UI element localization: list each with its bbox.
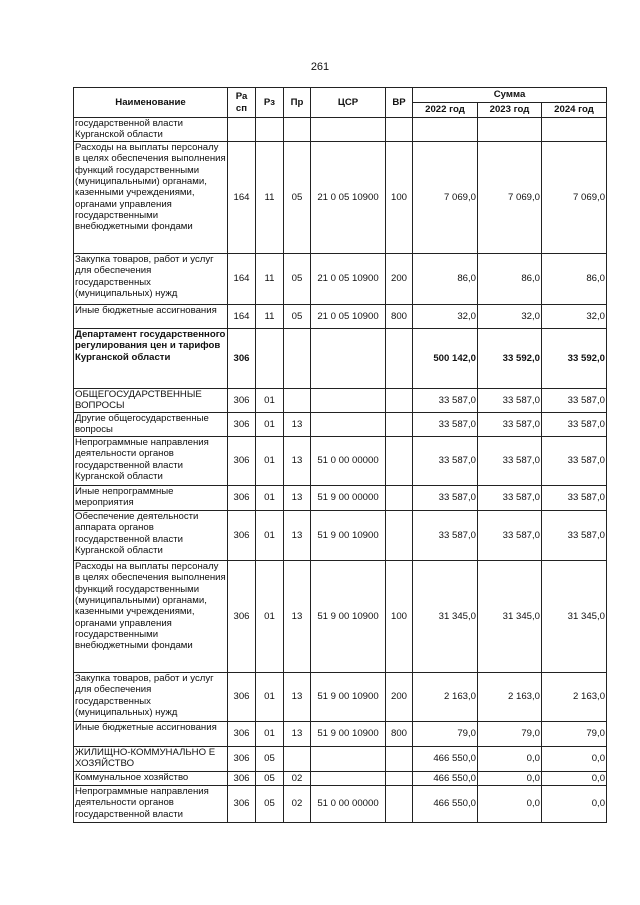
col-header-vr: ВР [386,88,413,118]
cell-vr [386,389,413,413]
cell-2023: 79,0 [478,722,542,747]
cell-rasp: 306 [228,786,256,823]
cell-csr [311,747,386,772]
cell-2022: 500 142,0 [413,329,478,389]
cell-rz: 11 [256,305,284,329]
cell-pr: 02 [284,786,311,823]
cell-2024: 2 163,0 [542,673,607,722]
cell-2023: 33 587,0 [478,486,542,511]
cell-2023: 33 592,0 [478,329,542,389]
cell-vr [386,786,413,823]
cell-2022: 33 587,0 [413,511,478,561]
cell-pr: 02 [284,772,311,786]
cell-vr [386,413,413,437]
cell-2024: 31 345,0 [542,561,607,673]
cell-csr: 51 9 00 10900 [311,511,386,561]
table-row [74,254,607,305]
cell-rz: 01 [256,389,284,413]
cell-vr: 800 [386,305,413,329]
cell-vr [386,437,413,486]
cell-rz: 01 [256,673,284,722]
cell-csr [311,118,386,142]
cell-pr: 13 [284,561,311,673]
cell-csr: 51 9 00 10900 [311,722,386,747]
cell-2022: 2 163,0 [413,673,478,722]
cell-2022: 33 587,0 [413,486,478,511]
cell-csr: 51 9 00 10900 [311,561,386,673]
table-row [74,389,607,413]
cell-2024: 33 587,0 [542,486,607,511]
cell-rasp: 164 [228,305,256,329]
cell-2022: 466 550,0 [413,772,478,786]
col-header-rz: Рз [256,88,284,118]
cell-rz: 01 [256,413,284,437]
cell-rz: 01 [256,511,284,561]
cell-rz: 11 [256,142,284,254]
cell-csr: 21 0 05 10900 [311,305,386,329]
cell-csr [311,329,386,389]
cell-pr [284,329,311,389]
cell-pr [284,118,311,142]
cell-csr: 51 9 00 10900 [311,673,386,722]
cell-pr [284,389,311,413]
col-header-pr: Пр [284,88,311,118]
cell-rasp: 164 [228,142,256,254]
cell-2024 [542,118,607,142]
cell-2024: 33 592,0 [542,329,607,389]
cell-2023: 33 587,0 [478,511,542,561]
cell-2023: 0,0 [478,772,542,786]
cell-pr: 13 [284,722,311,747]
cell-csr [311,389,386,413]
cell-2022: 466 550,0 [413,786,478,823]
cell-rasp: 306 [228,389,256,413]
cell-2022: 33 587,0 [413,437,478,486]
cell-rz: 11 [256,254,284,305]
cell-vr [386,511,413,561]
cell-csr: 21 0 05 10900 [311,254,386,305]
table-row [74,305,607,329]
cell-csr: 21 0 05 10900 [311,142,386,254]
cell-2024: 0,0 [542,772,607,786]
cell-2024: 86,0 [542,254,607,305]
table-row [74,413,607,437]
cell-vr [386,329,413,389]
cell-2024: 33 587,0 [542,511,607,561]
cell-pr [284,747,311,772]
cell-2022: 79,0 [413,722,478,747]
cell-2023: 31 345,0 [478,561,542,673]
cell-vr: 800 [386,722,413,747]
cell-2023 [478,118,542,142]
cell-2023: 2 163,0 [478,673,542,722]
cell-2024: 33 587,0 [542,413,607,437]
col-header-rasp: Ра сп [228,88,256,118]
cell-pr: 05 [284,254,311,305]
cell-2022: 7 069,0 [413,142,478,254]
table-row [74,118,607,142]
cell-vr [386,118,413,142]
cell-2022: 31 345,0 [413,561,478,673]
cell-name: Расходы на выплаты персоналу в целях обеспечения выполнения функций государственными (муниципальными) органами, казенными учреждениями, органами управления государственными внебюджетными фондами [74,142,228,254]
cell-pr: 05 [284,305,311,329]
cell-2024: 7 069,0 [542,142,607,254]
cell-2023: 7 069,0 [478,142,542,254]
cell-2023: 0,0 [478,786,542,823]
cell-2024: 33 587,0 [542,389,607,413]
table-row [74,786,607,823]
cell-name: ЖИЛИЩНО-КОММУНАЛЬНО Е ХОЗЯЙСТВО [74,747,228,772]
cell-name: Закупка товаров, работ и услуг для обеспечения государственных (муниципальных) нужд [74,673,228,722]
cell-rasp: 306 [228,413,256,437]
col-header-2023: 2023 год [478,103,542,118]
cell-rz: 01 [256,561,284,673]
table-row [74,772,607,786]
table-row [74,673,607,722]
table-row [74,561,607,673]
col-header-name: Наименование [74,88,228,118]
cell-2023: 32,0 [478,305,542,329]
cell-vr: 100 [386,561,413,673]
cell-rasp: 306 [228,722,256,747]
cell-vr [386,772,413,786]
table-row [74,329,607,389]
cell-vr: 200 [386,254,413,305]
cell-name: Обеспечение деятельности аппарата органов государственной власти Курганской области [74,511,228,561]
cell-rasp [228,118,256,142]
cell-name: Коммунальное хозяйство [74,772,228,786]
cell-2022: 466 550,0 [413,747,478,772]
cell-rasp: 306 [228,329,256,389]
cell-2024: 79,0 [542,722,607,747]
cell-name: Иные бюджетные ассигнования [74,722,228,747]
table-header [74,88,607,118]
cell-csr: 51 0 00 00000 [311,437,386,486]
cell-pr: 13 [284,486,311,511]
table-row [74,486,607,511]
cell-rasp: 306 [228,772,256,786]
cell-2022: 86,0 [413,254,478,305]
cell-vr: 200 [386,673,413,722]
col-header-2022: 2022 год [413,103,478,118]
cell-rz: 05 [256,786,284,823]
cell-name: Закупка товаров, работ и услуг для обеспечения государственных (муниципальных) нужд [74,254,228,305]
cell-2024: 0,0 [542,747,607,772]
cell-rz: 01 [256,722,284,747]
cell-2024: 0,0 [542,786,607,823]
cell-rasp: 164 [228,254,256,305]
cell-pr: 13 [284,413,311,437]
cell-rasp: 306 [228,486,256,511]
cell-name: Иные непрограммные мероприятия [74,486,228,511]
cell-pr: 13 [284,437,311,486]
cell-name: Департамент государственного регулирования цен и тарифов Курганской области [74,329,228,389]
cell-2024: 32,0 [542,305,607,329]
cell-2024: 33 587,0 [542,437,607,486]
cell-pr: 13 [284,511,311,561]
cell-name: Другие общегосударственные вопросы [74,413,228,437]
table-row [74,747,607,772]
cell-vr: 100 [386,142,413,254]
cell-pr: 13 [284,673,311,722]
cell-rz: 01 [256,437,284,486]
cell-rasp: 306 [228,747,256,772]
cell-2023: 0,0 [478,747,542,772]
page-number: 261 [310,61,330,73]
cell-name: ОБЩЕГОСУДАРСТВЕННЫЕ ВОПРОСЫ [74,389,228,413]
table-row [74,437,607,486]
cell-rz: 05 [256,747,284,772]
col-header-csr: ЦСР [311,88,386,118]
table-row [74,511,607,561]
cell-2022: 32,0 [413,305,478,329]
cell-rasp: 306 [228,673,256,722]
cell-name: Непрограммные направления деятельности органов государственной власти [74,786,228,823]
cell-rasp: 306 [228,511,256,561]
cell-rz: 05 [256,772,284,786]
table-row [74,142,607,254]
cell-2022: 33 587,0 [413,389,478,413]
cell-csr: 51 9 00 00000 [311,486,386,511]
cell-pr: 05 [284,142,311,254]
cell-rz [256,329,284,389]
cell-csr: 51 0 00 00000 [311,786,386,823]
cell-2023: 33 587,0 [478,389,542,413]
cell-name: Расходы на выплаты персоналу в целях обеспечения выполнения функций государственными (муниципальными) органами, казенными учреждениями, органами управления государственными внебюджетными фондами [74,561,228,673]
cell-2022: 33 587,0 [413,413,478,437]
budget-table [73,87,607,823]
cell-2022 [413,118,478,142]
cell-rz [256,118,284,142]
cell-2023: 33 587,0 [478,437,542,486]
col-header-2024: 2024 год [542,103,607,118]
cell-name: Иные бюджетные ассигнования [74,305,228,329]
table-row [74,722,607,747]
cell-name: Непрограммные направления деятельности органов государственной власти Курганской области [74,437,228,486]
cell-2023: 33 587,0 [478,413,542,437]
cell-csr [311,413,386,437]
cell-csr [311,772,386,786]
col-header-sum: Сумма [413,88,607,103]
cell-name: государственной власти Курганской области [74,118,228,142]
cell-2023: 86,0 [478,254,542,305]
cell-vr [386,486,413,511]
cell-rasp: 306 [228,437,256,486]
cell-rasp: 306 [228,561,256,673]
cell-rz: 01 [256,486,284,511]
table-body [74,118,607,823]
cell-vr [386,747,413,772]
